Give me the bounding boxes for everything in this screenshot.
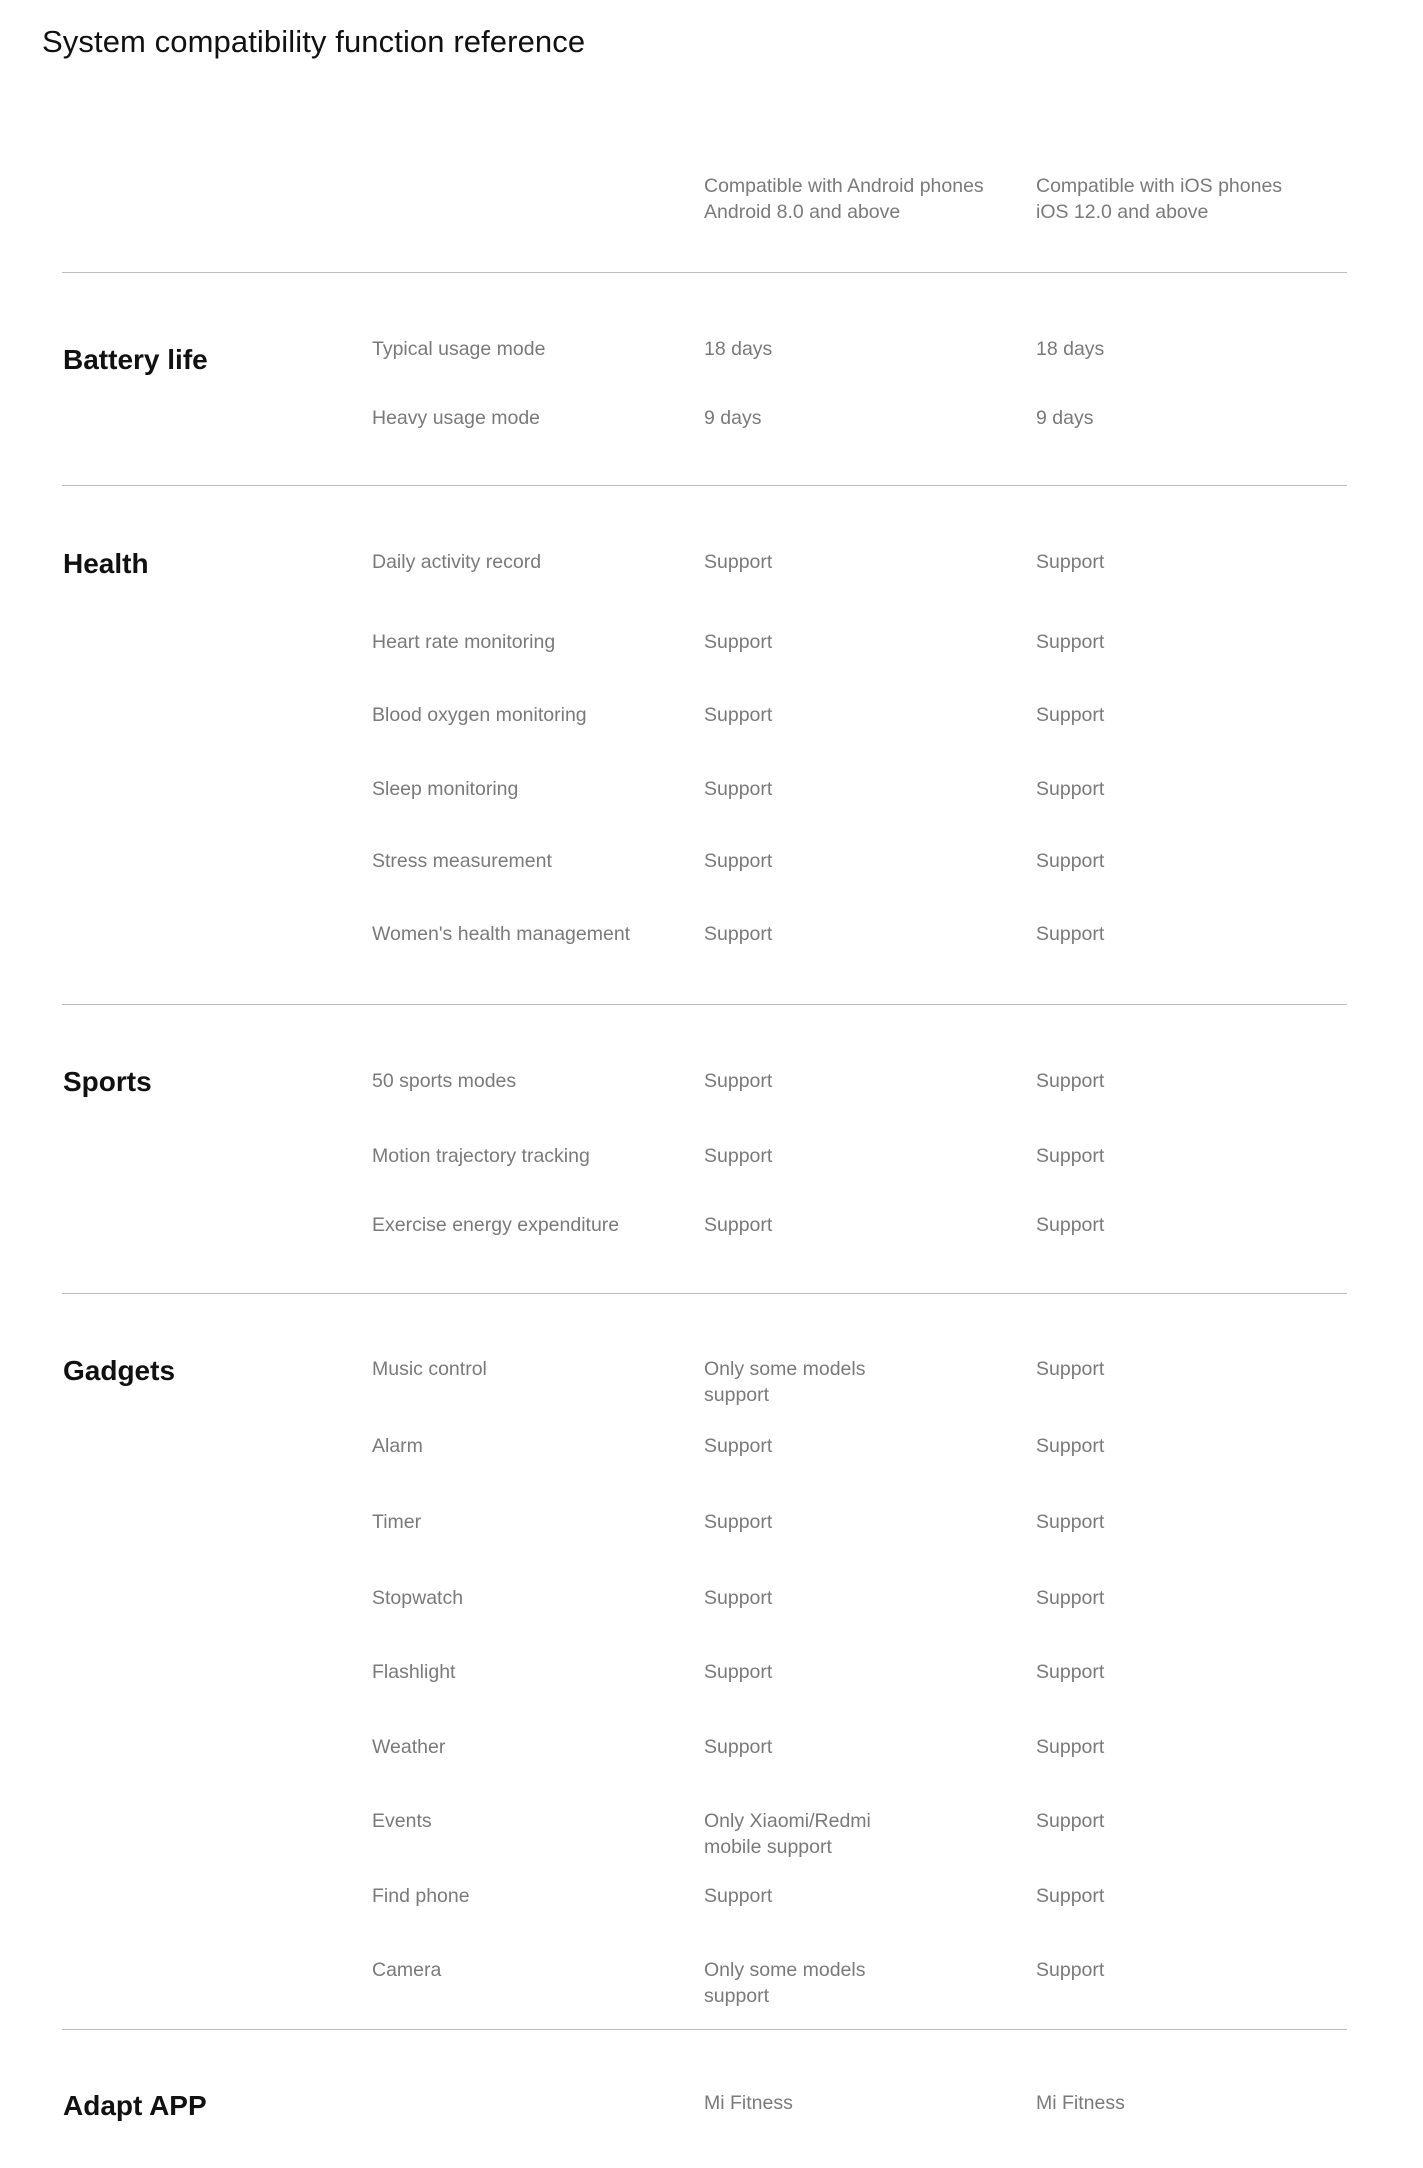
feature-label: Motion trajectory tracking (372, 1145, 590, 1167)
divider (62, 2029, 1347, 2030)
ios-value: Support (1036, 850, 1105, 872)
feature-label: Stress measurement (372, 850, 552, 872)
ios-value: Support (1036, 1885, 1105, 1907)
feature-label: Stopwatch (372, 1587, 464, 1609)
section-title-battery-life: Battery life (63, 344, 208, 375)
android-value: Support (704, 923, 773, 945)
feature-label: Timer (372, 1511, 422, 1533)
ios-value: Support (1036, 1661, 1105, 1683)
feature-label: Sleep monitoring (372, 778, 519, 800)
feature-label: Heart rate monitoring (372, 631, 556, 653)
android-value: Support (704, 1070, 773, 1092)
android-value: Mi Fitness (704, 2092, 793, 2114)
divider (62, 485, 1347, 486)
ios-value: Support (1036, 1214, 1105, 1236)
android-column-header: Compatible with Android phones Android 8.0 and above (704, 175, 984, 223)
android-value: Support (704, 1214, 773, 1236)
ios-value: Support (1036, 1587, 1105, 1609)
section-title-sports: Sports (63, 1066, 152, 1097)
ios-value: Support (1036, 778, 1105, 800)
ios-value: Support (1036, 1736, 1105, 1758)
android-value: Support (704, 1145, 773, 1167)
divider (62, 272, 1347, 273)
feature-label: Events (372, 1810, 432, 1832)
ios-value: Support (1036, 1070, 1105, 1092)
android-value: Support (704, 850, 773, 872)
ios-value: Support (1036, 1358, 1105, 1380)
feature-label: Flashlight (372, 1661, 456, 1683)
section-title-adapt-app: Adapt APP (63, 2090, 207, 2121)
android-value: 9 days (704, 407, 762, 429)
android-value: Support (704, 778, 773, 800)
ios-column-header: Compatible with iOS phones iOS 12.0 and above (1036, 175, 1283, 223)
ios-value: Mi Fitness (1036, 2092, 1125, 2114)
ios-value: Support (1036, 1145, 1105, 1167)
section-title-health: Health (63, 548, 149, 579)
ios-value: Support (1036, 631, 1105, 653)
feature-label: Alarm (372, 1435, 423, 1457)
android-value: Support (704, 1661, 773, 1683)
feature-label: 50 sports modes (372, 1070, 517, 1092)
feature-label: Camera (372, 1959, 442, 1981)
ios-value: Support (1036, 1435, 1105, 1457)
android-value: 18 days (704, 338, 773, 360)
android-value: Support (704, 1885, 773, 1907)
feature-label: Daily activity record (372, 551, 542, 573)
divider (62, 1004, 1347, 1005)
feature-label: Blood oxygen monitoring (372, 704, 587, 726)
ios-value: 9 days (1036, 407, 1094, 429)
feature-label: Weather (372, 1736, 446, 1758)
ios-value: Support (1036, 704, 1105, 726)
android-value: Support (704, 551, 773, 573)
ios-value: Support (1036, 923, 1105, 945)
feature-label: Find phone (372, 1885, 470, 1907)
divider (62, 1293, 1347, 1294)
android-value: Only Xiaomi/Redmi mobile support (704, 1810, 871, 1858)
android-value: Support (704, 1511, 773, 1533)
feature-label: Heavy usage mode (372, 407, 541, 429)
ios-value: Support (1036, 1959, 1105, 1981)
page-title: System compatibility function reference (42, 24, 586, 59)
ios-value: Support (1036, 551, 1105, 573)
ios-value: Support (1036, 1810, 1105, 1832)
android-value: Only some models support (704, 1959, 866, 2007)
feature-label: Women's health management (372, 923, 631, 945)
android-value: Support (704, 1587, 773, 1609)
android-value: Support (704, 704, 773, 726)
android-value: Support (704, 631, 773, 653)
android-value: Only some models support (704, 1358, 866, 1406)
ios-value: Support (1036, 1511, 1105, 1533)
section-title-gadgets: Gadgets (63, 1355, 176, 1386)
android-value: Support (704, 1736, 773, 1758)
ios-value: 18 days (1036, 338, 1105, 360)
feature-label: Music control (372, 1358, 487, 1380)
android-value: Support (704, 1435, 773, 1457)
feature-label: Typical usage mode (372, 338, 546, 360)
feature-label: Exercise energy expenditure (372, 1214, 620, 1236)
